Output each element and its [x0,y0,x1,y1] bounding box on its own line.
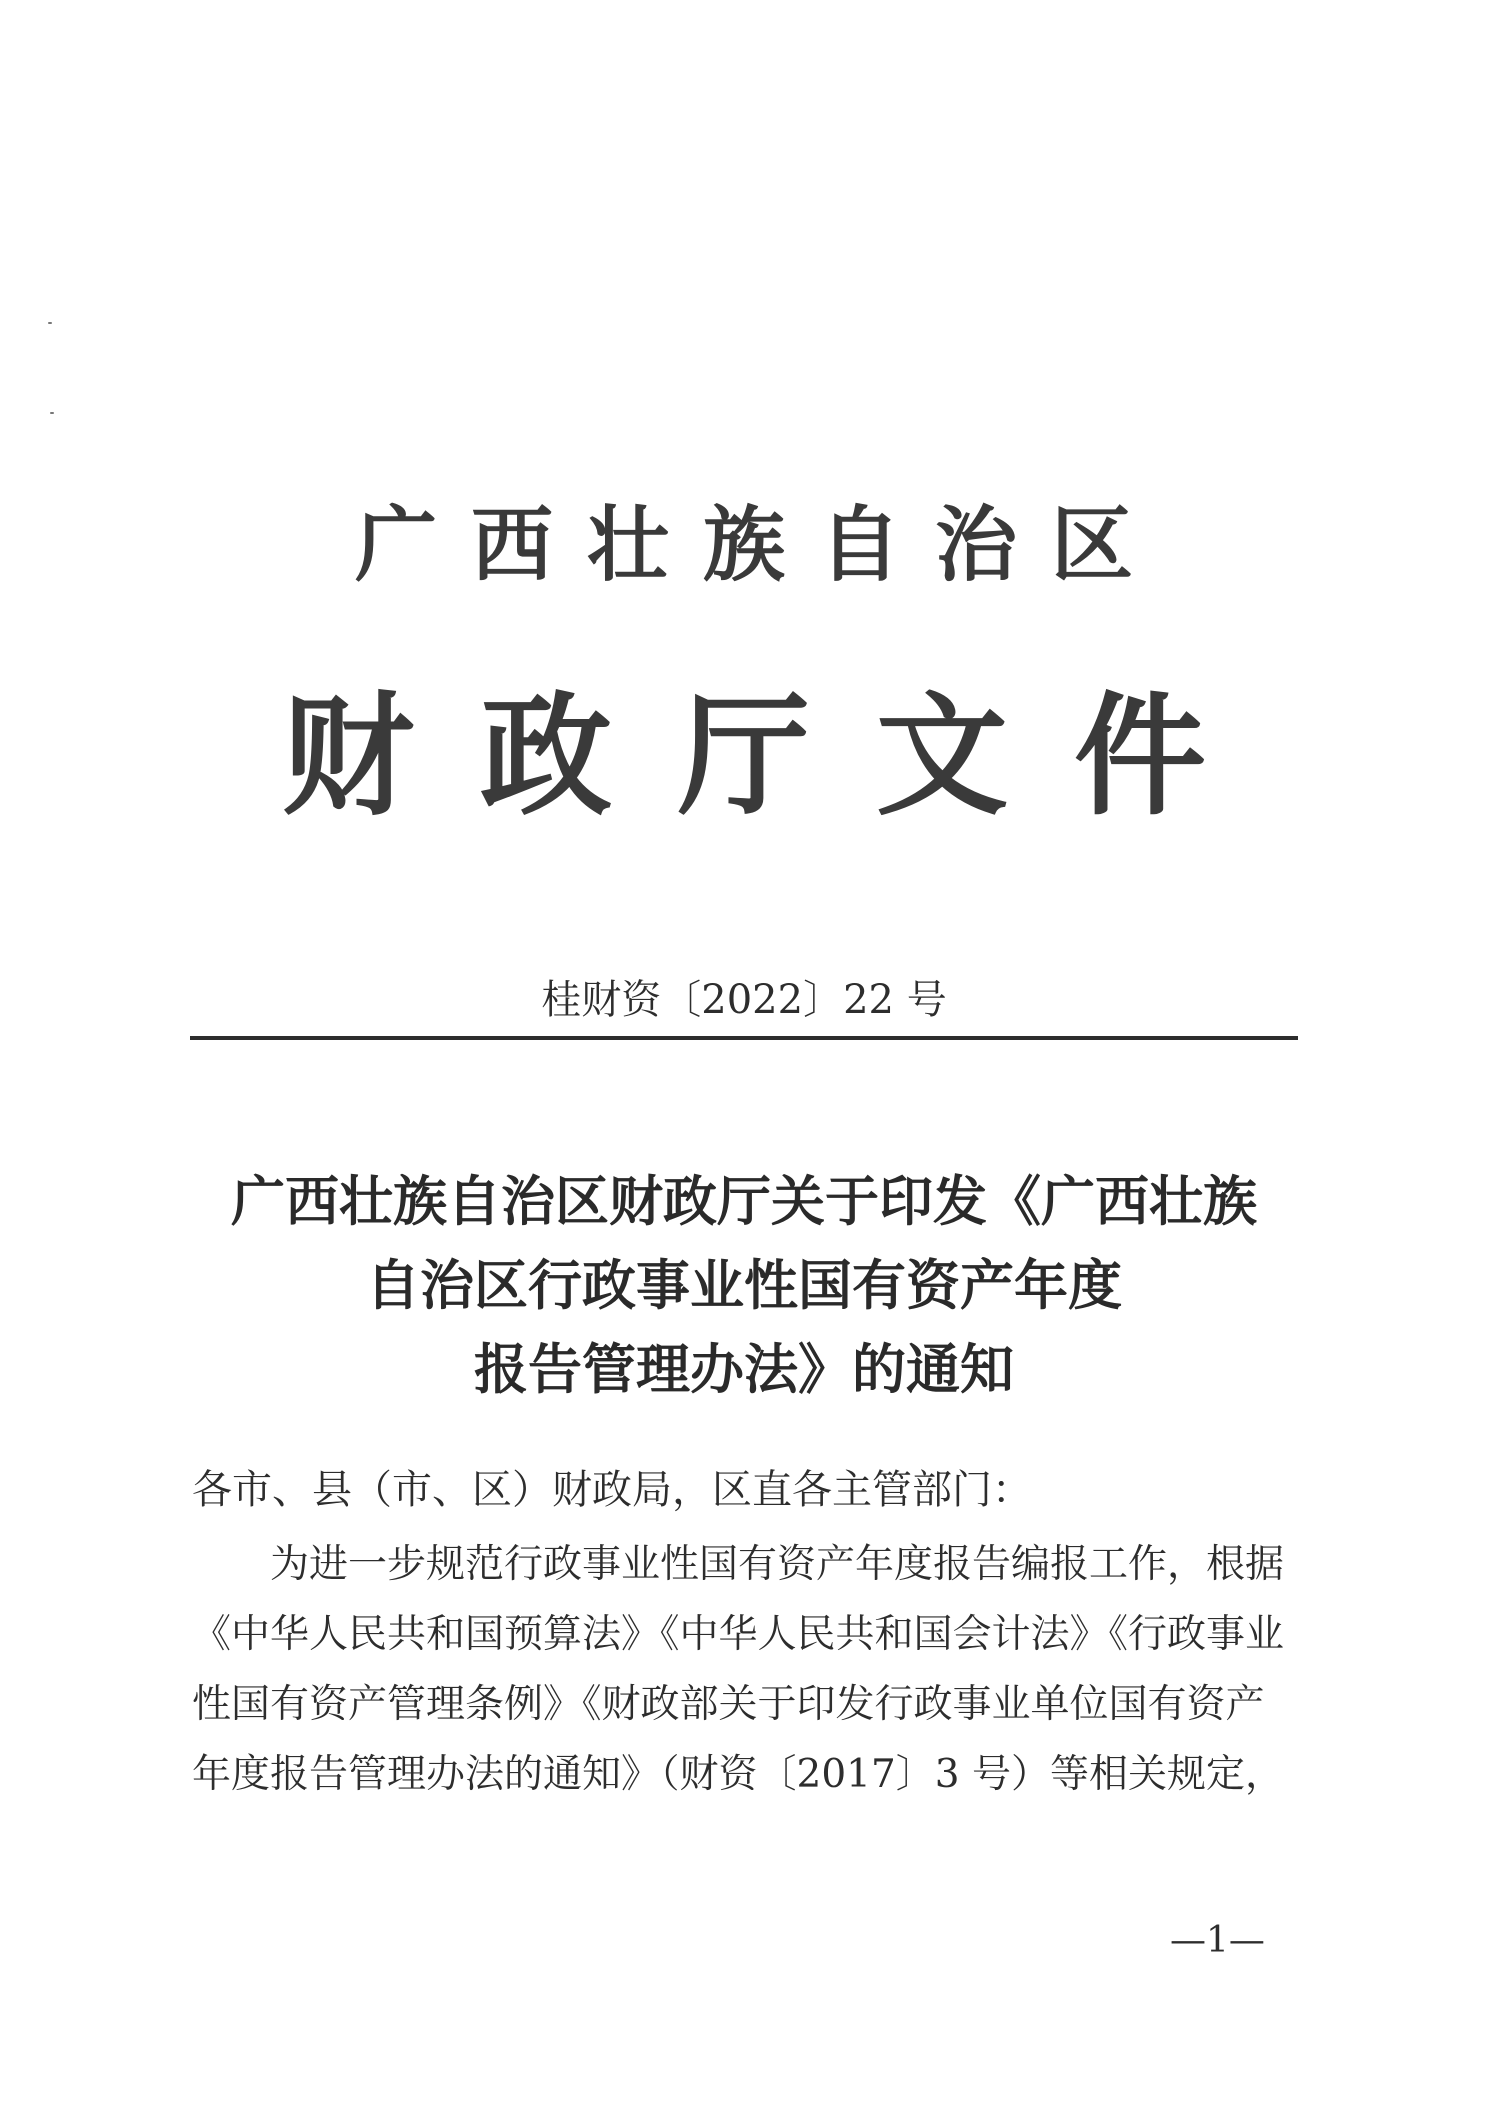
title-line: 报告管理办法》的通知 [474,1338,1014,1401]
page-number: —1— [1170,1920,1265,1961]
document-number: 桂财资〔2022〕22 号 [541,977,947,1023]
document-title [0,1160,1488,1412]
scan-speck [50,412,54,414]
body-text [192,1530,1300,1810]
title-line: 自治区行政事业性国有资产年度 [366,1254,1122,1317]
issuer-line-2: 财政厅文件 [282,679,1272,834]
scan-speck [48,322,52,324]
header-divider [190,1036,1298,1040]
issuer-line-1: 广西壮族自治区 [354,497,1167,593]
body-line: 性国有资产管理条例》《财政部关于印发行政事业单位国有资产 [192,1682,1265,1727]
salutation: 各市、县（市、区）财政局，区直各主管部门： [192,1467,1032,1513]
body-line: 年度报告管理办法的通知》（财资〔2017〕3 号）等相关规定， [192,1752,1284,1797]
body-line: 为进一步规范行政事业性国有资产年度报告编报工作，根据 [192,1542,1285,1587]
title-line: 广西壮族自治区财政厅关于印发《广西壮族 [231,1170,1257,1233]
body-line: 《中华人民共和国预算法》《中华人民共和国会计法》《行政事业 [192,1612,1285,1657]
